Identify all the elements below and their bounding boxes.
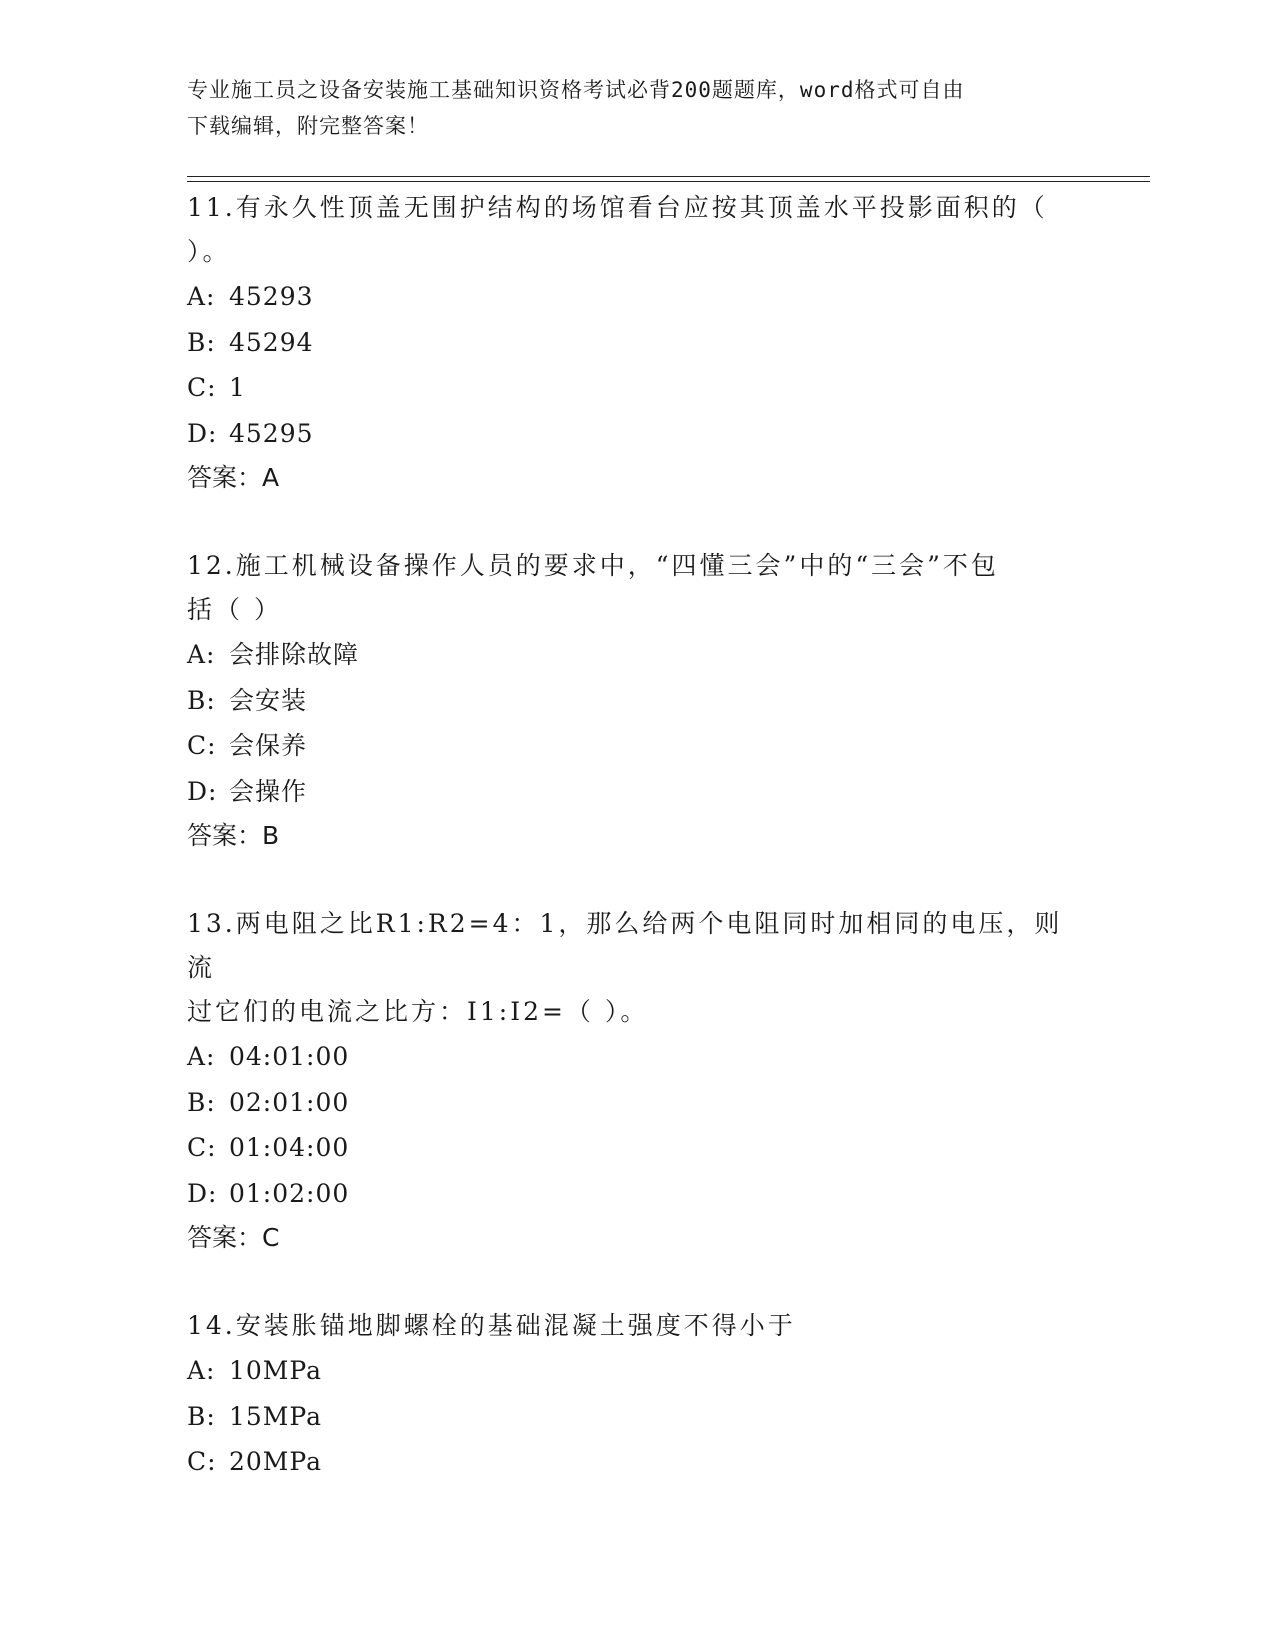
option-letter: D: [187,776,218,806]
option-letter: D: [187,418,218,448]
option-letter: A: [187,1042,216,1071]
header-divider-bottom [187,181,1150,182]
option-b [187,678,1087,724]
option-letter: B: [187,1087,216,1117]
question-text-line-2: 过它们的电流之比方：I1:I2=（ ）。 [187,997,649,1026]
question-spacer [187,500,1087,544]
question-14 [187,1304,1087,1485]
option-d [187,769,1087,815]
option-letter: B: [187,685,216,715]
option-letter: A: [187,282,216,311]
answer-label: 答案：B [187,821,280,850]
header-line-1: 专业施工员之设备安装施工基础知识资格考试必背200题题库，word格式可自由 [187,78,965,102]
document-header [187,72,1077,144]
header-divider-top [187,176,1150,177]
option-a [187,1348,1087,1394]
question-13 [187,902,1087,1260]
option-text: 45295 [229,418,314,448]
option-text: 会操作 [229,776,308,806]
header-line-2: 下载编辑，附完整答案！ [187,114,429,138]
option-text: 会保养 [229,731,308,760]
question-list [187,186,1087,1485]
option-text: 02:01:00 [229,1087,350,1117]
option-text: 04:01:00 [229,1042,350,1071]
option-d [187,411,1087,457]
question-text-line-1: 12.施工机械设备操作人员的要求中，“四懂三会”中的“三会”不包 [187,551,999,580]
answer-label: 答案：A [187,463,280,492]
option-b [187,1080,1087,1126]
option-letter: C: [187,373,217,402]
option-letter: D: [187,1178,218,1208]
option-text: 01:04:00 [229,1133,350,1162]
option-text: 45294 [229,327,314,357]
option-d [187,1171,1087,1217]
option-text: 01:02:00 [229,1178,350,1208]
question-spacer [187,1260,1087,1304]
option-a [187,274,1087,320]
option-text: 45293 [229,282,314,311]
option-letter: C: [187,1133,217,1162]
option-letter: B: [187,327,216,357]
option-text: 20MPa [229,1447,323,1476]
option-b [187,1394,1087,1440]
question-text-line-1: 11.有永久性顶盖无围护结构的场馆看台应按其顶盖水平投影面积的（ [187,193,1048,222]
option-b [187,320,1087,366]
option-c [187,365,1087,411]
option-text: 会安装 [229,685,308,715]
question-11 [187,186,1087,500]
option-a [187,1034,1087,1080]
option-letter: B: [187,1401,216,1431]
option-letter: A: [187,1356,216,1385]
question-text-line-2: ）。 [187,237,231,266]
option-c [187,1439,1087,1485]
option-c [187,723,1087,769]
question-text-line-1: 13.两电阻之比R1:R2=4：1，那么给两个电阻同时加相同的电压，则流 [187,909,1063,982]
option-text: 15MPa [229,1401,323,1431]
question-12 [187,544,1087,858]
option-letter: C: [187,1447,217,1476]
option-a [187,632,1087,678]
answer-label: 答案：C [187,1223,280,1252]
question-spacer [187,858,1087,902]
option-letter: A: [187,640,216,669]
option-letter: C: [187,731,217,760]
option-text: 10MPa [229,1356,323,1385]
option-text: 会排除故障 [229,640,360,669]
option-text: 1 [229,373,246,402]
option-c [187,1125,1087,1171]
question-text-line-1: 14.安装胀锚地脚螺栓的基础混凝土强度不得小于 [187,1311,796,1340]
question-text-line-2: 括（ ） [187,595,282,624]
